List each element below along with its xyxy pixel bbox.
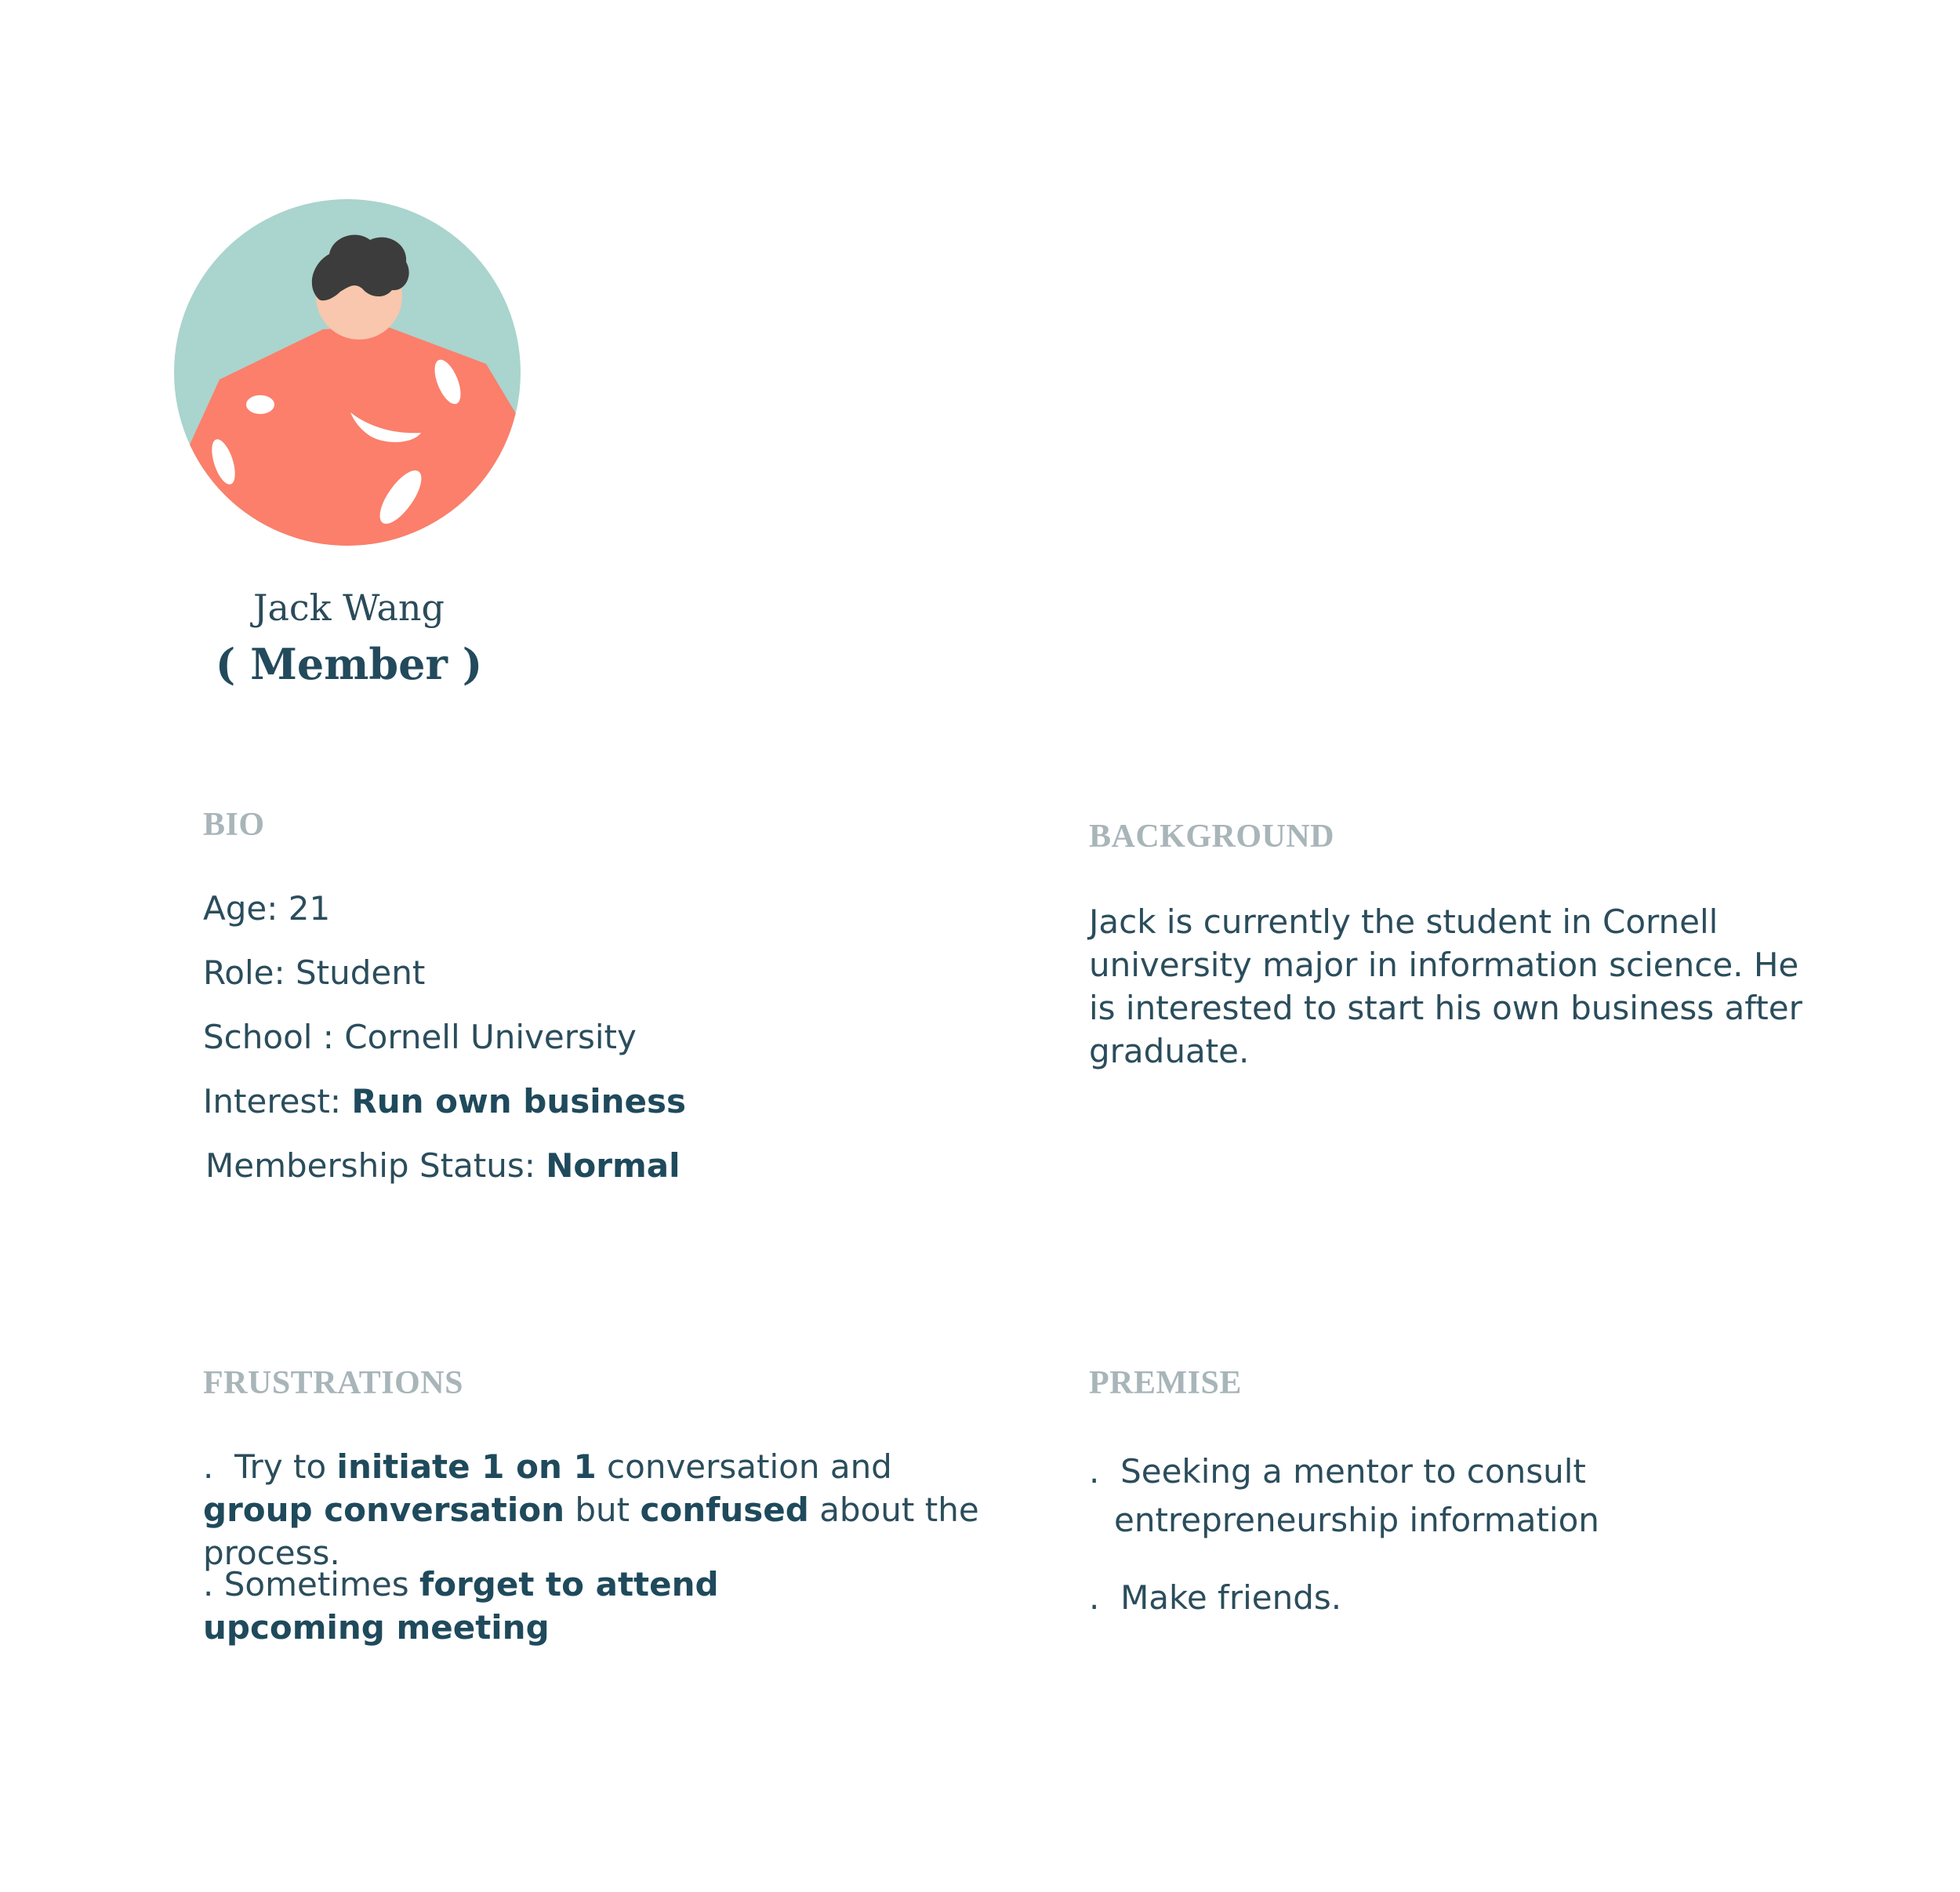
bio-school-value: Cornell University <box>344 1018 637 1056</box>
premise-bullet: . <box>1089 1452 1100 1491</box>
bio-membership-label: Membership Status: <box>205 1146 546 1185</box>
bio-school-label: School : <box>203 1018 345 1056</box>
premise-heading: PREMISE <box>1089 1365 1242 1401</box>
premise-text: Seeking a mentor to consult <box>1120 1452 1586 1491</box>
frustration-bullet: . <box>203 1565 214 1603</box>
bio-role <box>203 953 425 992</box>
bio-age-label: Age: <box>203 889 289 928</box>
bio-interest <box>203 1082 686 1120</box>
avatar <box>174 199 521 546</box>
frustration-bullet: . <box>203 1447 214 1486</box>
premise-item <box>1089 1447 1795 1545</box>
profile-name: Jack Wang <box>253 586 445 629</box>
frustration-highlight: forget to attend upcoming meeting <box>203 1565 719 1647</box>
frustration-text: Sometimes <box>223 1565 419 1603</box>
frustration-item <box>203 1563 909 1649</box>
frustration-text: conversation and <box>596 1447 892 1486</box>
frustration-highlight: group conversation <box>203 1491 565 1529</box>
frustration-text: about the process. <box>203 1491 979 1572</box>
premise-bullet: . <box>1089 1578 1100 1617</box>
bio-role-label: Role: <box>203 953 296 992</box>
frustration-highlight: initiate 1 on 1 <box>336 1447 597 1486</box>
background-text: Jack is currently the student in Cornell university major in information science. He is interested to start his own business after graduate. <box>1089 902 1802 1070</box>
profile-role-badge: ( Member ) <box>215 639 483 689</box>
bio-age <box>203 889 330 928</box>
bio-membership-value: Normal <box>546 1146 681 1185</box>
background-heading: BACKGROUND <box>1089 819 1335 855</box>
premise-text: Make friends. <box>1120 1578 1342 1617</box>
bio-interest-label: Interest: <box>203 1082 352 1120</box>
frustration-highlight: confused <box>640 1491 809 1529</box>
premise-item <box>1089 1576 1795 1619</box>
premise-text: entrepreneurship information <box>1114 1501 1599 1539</box>
bio-role-value: Student <box>296 953 426 992</box>
avatar-spot <box>246 395 274 414</box>
frustration-text: Try to <box>234 1447 337 1486</box>
frustration-text: but <box>564 1491 641 1529</box>
bio-heading: BIO <box>203 807 265 843</box>
frustration-item <box>203 1445 987 1574</box>
bio-interest-value: Run own business <box>351 1082 687 1120</box>
bio-school <box>203 1018 637 1056</box>
bio-age-value: 21 <box>288 889 331 928</box>
frustrations-heading: FRUSTRATIONS <box>203 1365 463 1401</box>
bio-membership <box>205 1146 681 1185</box>
